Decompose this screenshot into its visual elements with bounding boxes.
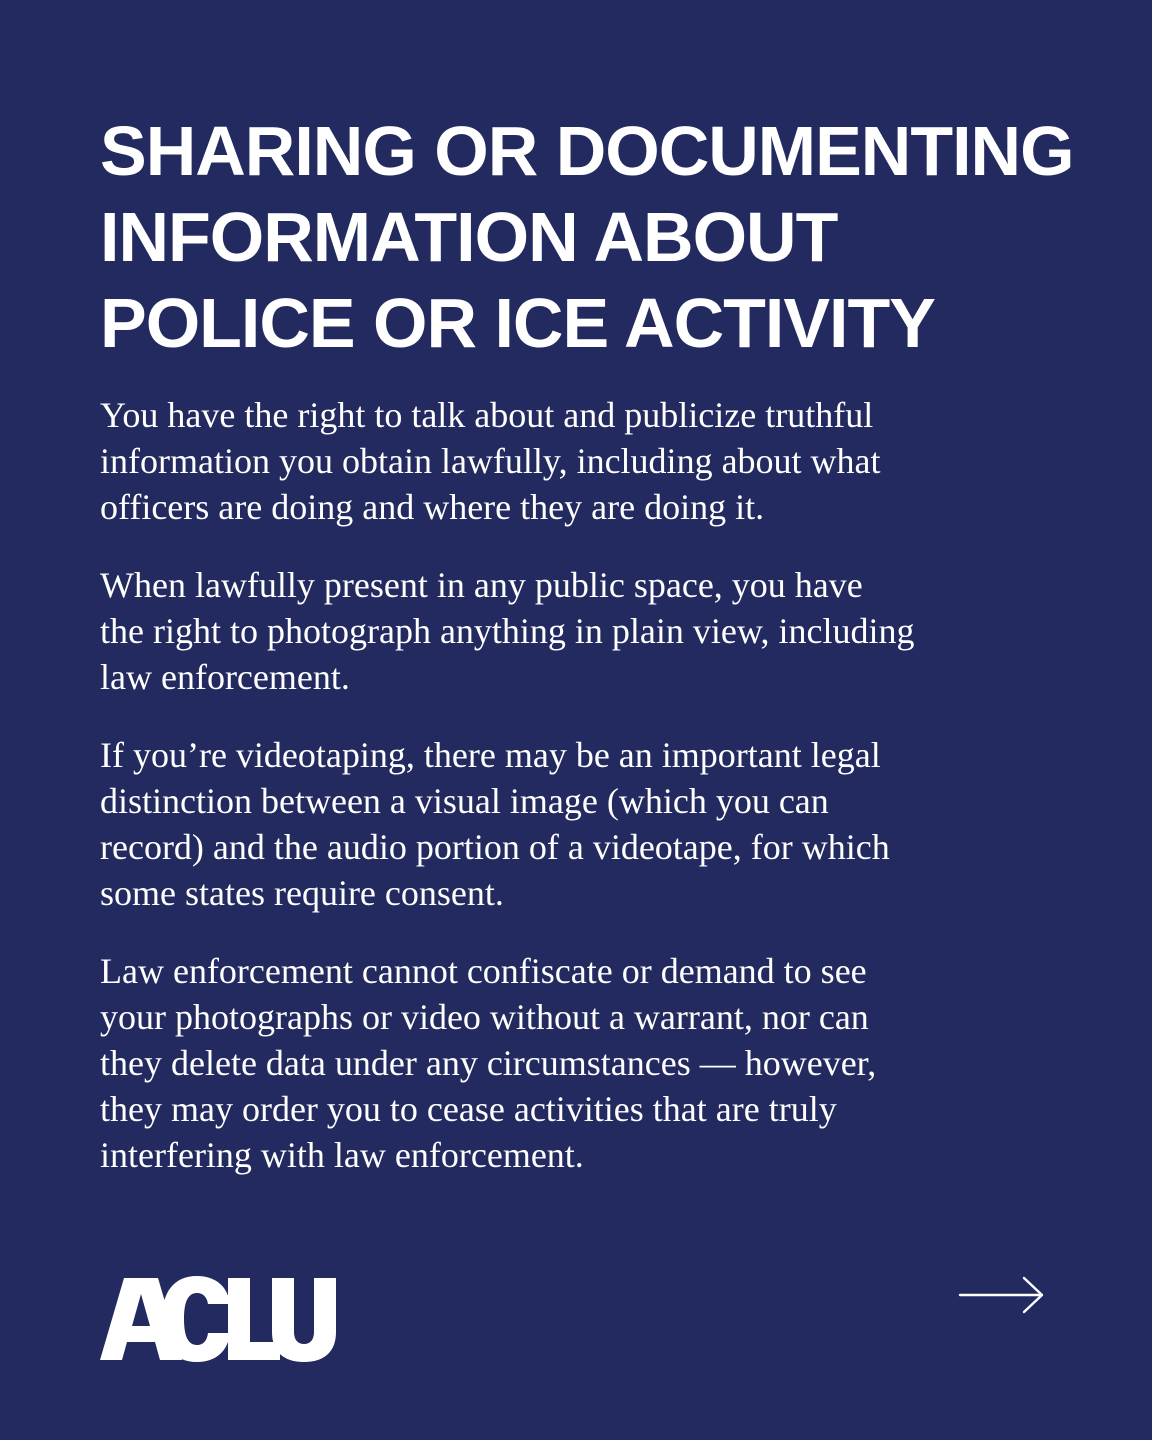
paragraph-line: You have the right to talk about and publicize truthful bbox=[100, 395, 874, 435]
paragraph-videotaping bbox=[100, 732, 1060, 916]
paragraph-line: your photographs or video without a warrant, nor can bbox=[100, 997, 869, 1037]
paragraph-confiscation bbox=[100, 948, 1060, 1178]
body-copy bbox=[100, 392, 1060, 1210]
arrow-right-icon bbox=[950, 1270, 1050, 1320]
paragraph-line: they delete data under any circumstances — however, bbox=[100, 1043, 877, 1083]
paragraph-line: Law enforcement cannot confiscate or demand to see bbox=[100, 951, 867, 991]
aclu-logo bbox=[100, 1270, 340, 1370]
paragraph-line: officers are doing and where they are doing it. bbox=[100, 487, 765, 527]
headline-line: POLICE OR ICE ACTIVITY bbox=[100, 284, 935, 362]
paragraph-right-to-photograph bbox=[100, 562, 1060, 700]
paragraph-line: some states require consent. bbox=[100, 873, 504, 913]
paragraph-line: information you obtain lawfully, including about what bbox=[100, 441, 881, 481]
paragraph-line: the right to photograph anything in plain view, including bbox=[100, 611, 915, 651]
paragraph-line: When lawfully present in any public space, you have bbox=[100, 565, 863, 605]
paragraph-line: they may order you to cease activities that are truly bbox=[100, 1089, 837, 1129]
headline-line: SHARING OR DOCUMENTING bbox=[100, 112, 1074, 190]
paragraph-line: distinction between a visual image (which you can bbox=[100, 781, 829, 821]
paragraph-line: interfering with law enforcement. bbox=[100, 1135, 584, 1175]
paragraph-line: record) and the audio portion of a videotape, for which bbox=[100, 827, 890, 867]
paragraph-right-to-publicize bbox=[100, 392, 1060, 530]
headline bbox=[100, 108, 1080, 366]
next-arrow-button[interactable] bbox=[950, 1270, 1050, 1320]
headline-line: INFORMATION ABOUT bbox=[100, 198, 838, 276]
paragraph-line: law enforcement. bbox=[100, 657, 350, 697]
paragraph-line: If you’re videotaping, there may be an important legal bbox=[100, 735, 881, 775]
